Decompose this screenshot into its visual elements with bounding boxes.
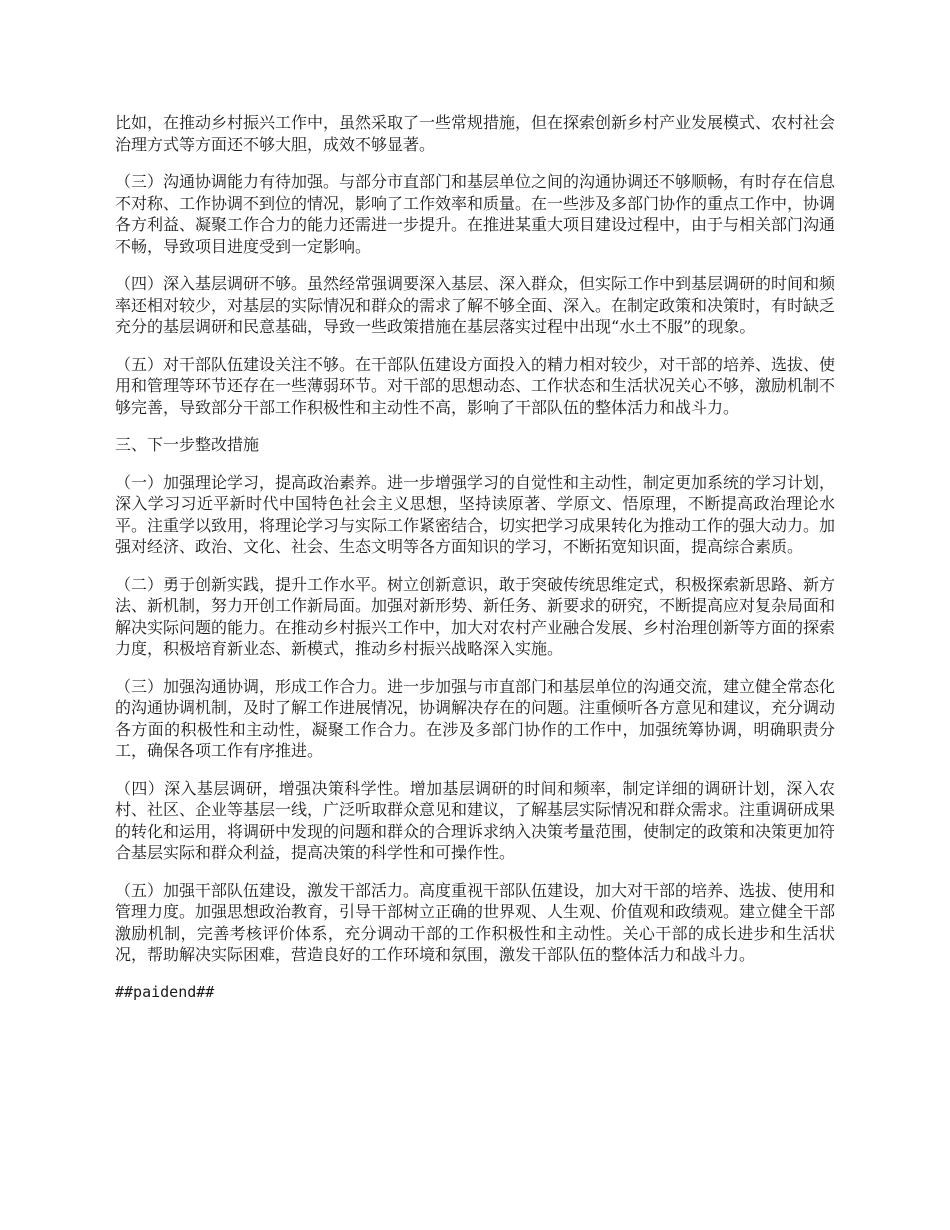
paragraph-issue-3: （三）沟通协调能力有待加强。与部分市直部门和基层单位之间的沟通协调还不够顺畅，有时存在信息不对称、工作协调不到位的情况，影响了工作效率和质量。在一些涉及多部门协作的重点工作中，协调各方利益、凝聚工作合力的能力还需进一步提升。在推进某重大项目建设过程中，由于与相关部门沟通不畅，导致项目进度受到一定影响。	[115, 172, 836, 256]
paragraph-issue-5: （五）对干部队伍建设关注不够。在干部队伍建设方面投入的精力相对较少，对干部的培养、选拔、使用和管理等环节还存在一些薄弱环节。对干部的思想动态、工作状态和生活状况关心不够，激励机制不够完善，导致部分干部工作积极性和主动性不高，影响了干部队伍的整体活力和战斗力。	[115, 354, 836, 417]
paragraph-measure-2: （二）勇于创新实践，提升工作水平。树立创新意识，敢于突破传统思维定式，积极探索新思路、新方法、新机制，努力开创工作新局面。加强对新形势、新任务、新要求的研究，不断提高应对复杂局面和解决实际问题的能力。在推动乡村振兴工作中，加大对农村产业融合发展、乡村治理创新等方面的探索力度，积极培育新业态、新模式，推动乡村振兴战略深入实施。	[115, 574, 836, 658]
document-body	[115, 112, 835, 1019]
paragraph-measure-3: （三）加强沟通协调，形成工作合力。进一步加强与市直部门和基层单位的沟通交流，建立健全常态化的沟通协调机制，及时了解工作进展情况，协调解决存在的问题。注重倾听各方意见和建议，充分调动各方面的积极性和主动性，凝聚工作合力。在涉及多部门协作的工作中，加强统筹协调，明确职责分工，确保各项工作有序推进。	[115, 676, 836, 760]
end-marker: ##paidend##	[115, 982, 215, 1001]
section-heading: 三、下一步整改措施	[115, 435, 260, 454]
paragraph-measure-5: （五）加强干部队伍建设，激发干部活力。高度重视干部队伍建设，加大对干部的培养、选拔、使用和管理力度。加强思想政治教育，引导干部树立正确的世界观、人生观、价值观和政绩观。建立健全干部激励机制，完善考核评价体系，充分调动干部的工作积极性和主动性。关心干部的成长进步和生活状况，帮助解决实际困难，营造良好的工作环境和氛围，激发干部队伍的整体活力和战斗力。	[115, 880, 836, 964]
paragraph-issue-4: （四）深入基层调研不够。虽然经常强调要深入基层、深入群众，但实际工作中到基层调研的时间和频率还相对较少，对基层的实际情况和群众的需求了解不够全面、深入。在制定政策和决策时，有时缺乏充分的基层调研和民意基础，导致一些政策措施在基层落实过程中出现“水土不服”的现象。	[115, 274, 836, 336]
paragraph-continuation: 比如，在推动乡村振兴工作中，虽然采取了一些常规措施，但在探索创新乡村产业发展模式、农村社会治理方式等方面还不够大胆，成效不够显著。	[115, 113, 836, 154]
paragraph-measure-1: （一）加强理论学习，提高政治素养。进一步增强学习的自觉性和主动性，制定更加系统的学习计划，深入学习习近平新时代中国特色社会主义思想，坚持读原著、学原文、悟原理，不断提高政治理论水平。注重学以致用，将理论学习与实际工作紧密结合，切实把学习成果转化为推动工作的强大动力。加强对经济、政治、文化、社会、生态文明等各方面知识的学习，不断拓宽知识面，提高综合素质。	[115, 472, 836, 556]
paragraph-measure-4: （四）深入基层调研，增强决策科学性。增加基层调研的时间和频率，制定详细的调研计划，深入农村、社区、企业等基层一线，广泛听取群众意见和建议，了解基层实际情况和群众需求。注重调研成果的转化和运用，将调研中发现的问题和群众的合理诉求纳入决策考量范围，使制定的政策和决策更加符合基层实际和群众利益，提高决策的科学性和可操作性。	[115, 778, 836, 862]
